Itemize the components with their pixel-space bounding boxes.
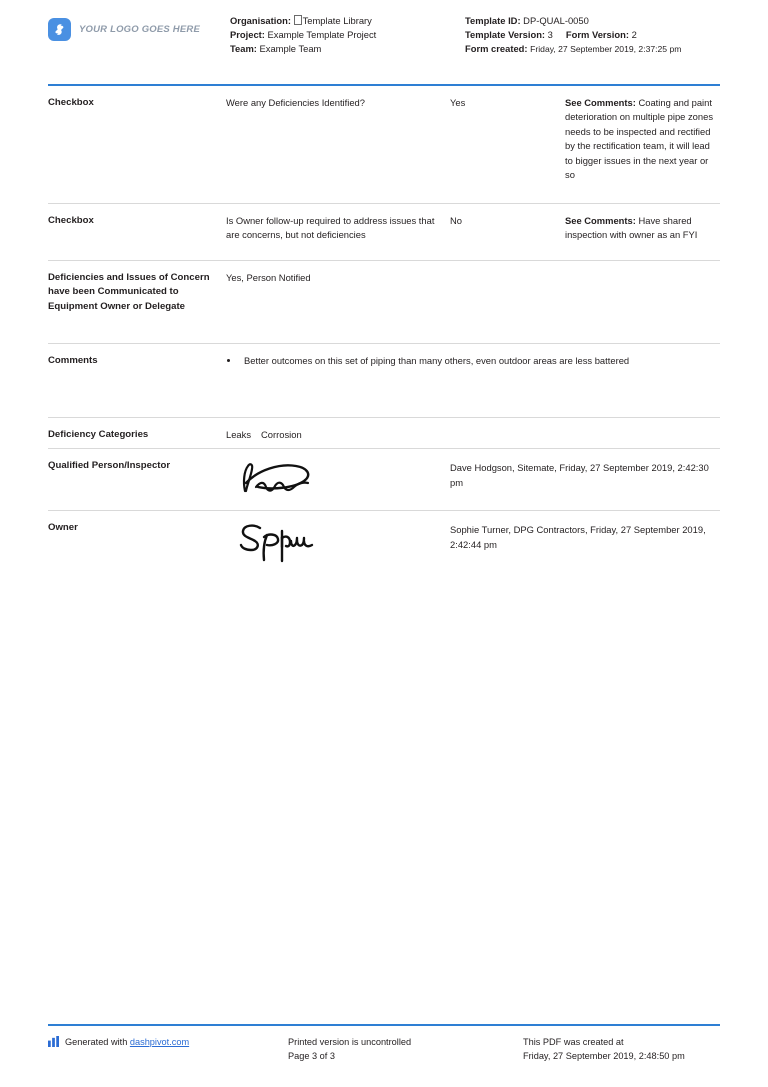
- table-row: [48, 449, 720, 510]
- header-template-id-line: [465, 14, 720, 28]
- table-row: [48, 261, 720, 343]
- signature-meta: Dave Hodgson, Sitemate, Friday, 27 September 2019, 2:42:30 pm: [450, 462, 709, 488]
- missing-glyph-icon: [294, 15, 302, 25]
- footer-created-value: Friday, 27 September 2019, 2:48:50 pm: [523, 1051, 685, 1061]
- table-row: [48, 204, 720, 260]
- row-label: Checkbox: [48, 215, 94, 226]
- row-label: Deficiency Categories: [48, 429, 149, 440]
- footer-page-number: Page 3 of 3: [288, 1051, 335, 1061]
- signature-cell: [226, 459, 450, 504]
- row-answer: No: [450, 215, 462, 226]
- footer-generated-prefix: Generated with: [65, 1037, 128, 1047]
- document-header: [48, 0, 720, 76]
- header-template-version-value: 3: [547, 29, 553, 41]
- header-form-version-label: Form Version:: [565, 29, 629, 41]
- row-comment-label: See Comments:: [565, 215, 636, 226]
- footer-generated-text: [65, 1035, 189, 1049]
- category-chip: Corrosion: [261, 429, 302, 440]
- table-row: [48, 418, 720, 448]
- signature-meta: Sophie Turner, DPG Contractors, Friday, 27 September 2019, 2:42:44 pm: [450, 524, 706, 550]
- header-template-version-label: Template Version:: [465, 29, 546, 41]
- row-question: Were any Deficiencies Identified?: [226, 97, 365, 108]
- row-answer: Yes: [450, 97, 466, 108]
- comments-list: [226, 354, 720, 368]
- header-team-line: [230, 42, 465, 56]
- row-label: Comments: [48, 355, 98, 366]
- header-organisation-value: Template Library: [302, 15, 372, 26]
- row-comment-label: See Comments:: [565, 97, 636, 108]
- category-chip: Leaks: [226, 429, 252, 440]
- logo-block: [48, 14, 230, 41]
- row-label: Checkbox: [48, 97, 94, 108]
- dashpivot-link[interactable]: dashpivot.com: [129, 1037, 190, 1047]
- header-org-block: [230, 14, 465, 57]
- row-comment-value: Coating and paint deterioration on multiple pipe zones needs to be inspected and rectified by the rectification team, it will lead to bigger issues in the next year or so: [565, 97, 714, 181]
- header-form-version-value: 2: [631, 29, 637, 41]
- table-row: [48, 86, 720, 203]
- header-project-value: Example Template Project: [267, 29, 377, 41]
- table-row: [48, 511, 720, 576]
- footer-divider: [48, 1024, 720, 1026]
- brand-logo-icon: [48, 18, 71, 41]
- header-template-block: [465, 14, 720, 57]
- header-form-created-line: [465, 42, 720, 56]
- document-footer: [48, 1024, 720, 1063]
- bar-chart-icon: [48, 1036, 59, 1051]
- footer-print-block: [288, 1035, 523, 1063]
- header-project-label: Project:: [230, 29, 265, 41]
- header-team-value: Example Team: [259, 43, 322, 55]
- row-value: [226, 354, 720, 368]
- row-value: [226, 428, 720, 442]
- footer-generated-block: [48, 1035, 288, 1051]
- footer-printed-notice: Printed version is uncontrolled: [288, 1037, 412, 1047]
- row-label: Owner: [48, 522, 78, 534]
- inspector-signature-image: [236, 457, 320, 504]
- table-row: [48, 344, 720, 417]
- row-label: Deficiencies and Issues of Concern have been Communicated to Equipment Owner or Delegate: [48, 272, 210, 312]
- deficiency-category-values: [226, 428, 720, 442]
- row-comment: [565, 96, 720, 182]
- row-comment-value: Have shared inspection with owner as an FYI: [565, 215, 698, 241]
- header-template-id-value: DP-QUAL-0050: [523, 15, 589, 26]
- footer-created-block: [523, 1035, 720, 1063]
- row-value: Yes, Person Notified: [226, 272, 311, 283]
- owner-signature-image: [236, 519, 326, 570]
- header-project-line: [230, 28, 465, 42]
- footer-created-label: This PDF was created at: [523, 1037, 624, 1047]
- header-versions-line: [465, 28, 720, 42]
- header-form-created-value: Friday, 27 September 2019, 2:37:25 pm: [530, 44, 682, 55]
- header-template-id-label: Template ID:: [465, 15, 521, 26]
- header-form-created-label: Form created:: [465, 43, 528, 55]
- header-organisation-line: [230, 14, 465, 28]
- header-team-label: Team:: [230, 43, 257, 55]
- list-item: • Better outcomes on this set of piping than many others, even outdoor areas are less battered: [240, 354, 720, 368]
- logo-placeholder-text: YOUR LOGO GOES HERE: [79, 24, 200, 35]
- row-label: Qualified Person/Inspector: [48, 460, 171, 472]
- row-question: Is Owner follow-up required to address issues that are concerns, but not deficiencies: [226, 215, 435, 241]
- signature-cell: [226, 521, 450, 570]
- header-organisation-label: Organisation:: [230, 15, 291, 26]
- row-comment: [565, 214, 720, 243]
